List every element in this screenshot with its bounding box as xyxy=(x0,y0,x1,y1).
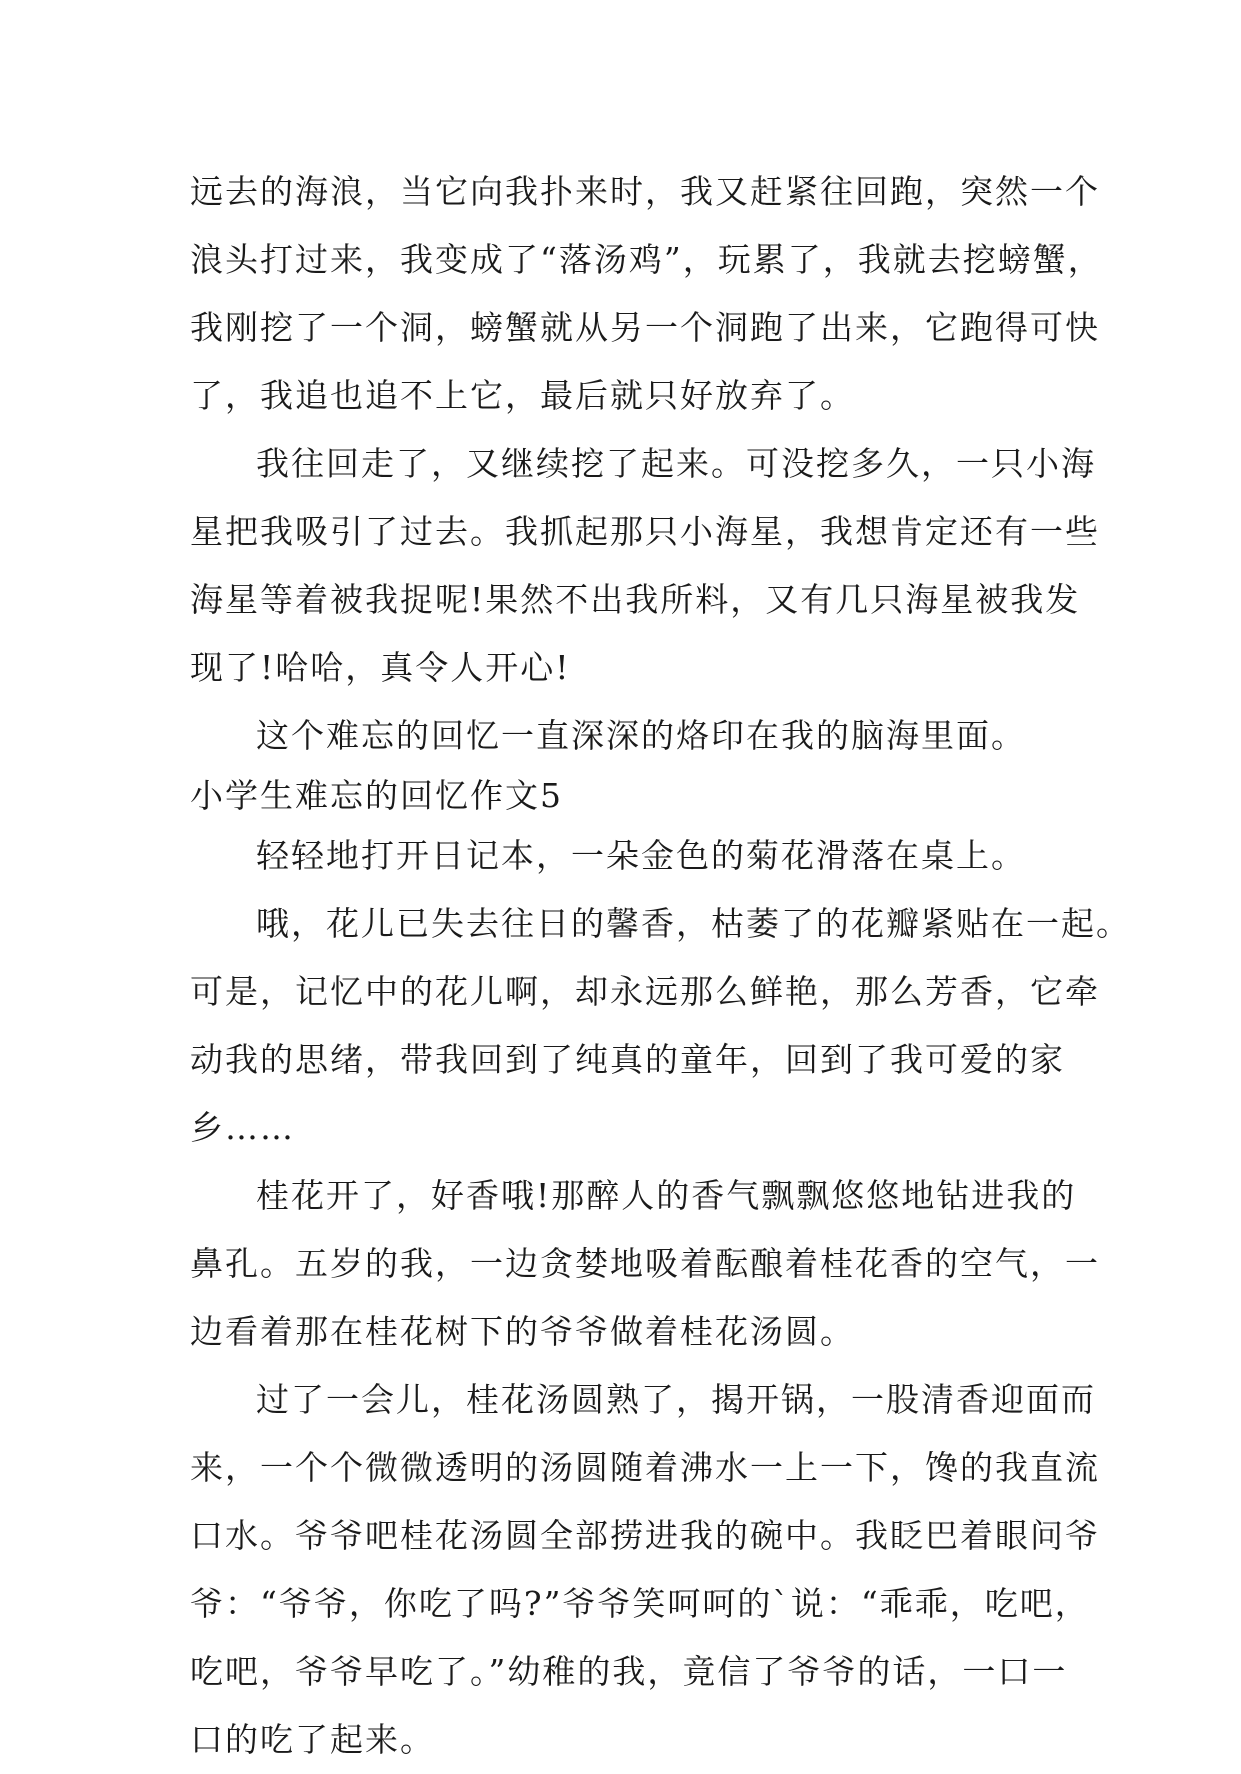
text-line: 鼻孔。五岁的我，一边贪婪地吸着酝酿着桂花香的空气，一 xyxy=(190,1244,1100,1283)
paragraph-start-line: 这个难忘的回忆一直深深的烙印在我的脑海里面。 xyxy=(256,716,1026,755)
text-line: 动我的思绪，带我回到了纯真的童年，回到了我可爱的家 xyxy=(190,1040,1065,1079)
paragraph-start-line: 过了一会儿，桂花汤圆熟了，揭开锅，一股清香迎面而 xyxy=(256,1380,1096,1419)
text-line: 星把我吸引了过去。我抓起那只小海星，我想肯定还有一些 xyxy=(190,512,1100,551)
text-line: 可是，记忆中的花儿啊，却永远那么鲜艳，那么芳香，它牵 xyxy=(190,972,1100,1011)
text-line: 了，我追也追不上它，最后就只好放弃了。 xyxy=(190,376,855,415)
text-line: 来，一个个微微透明的汤圆随着沸水一上一下，馋的我直流 xyxy=(190,1448,1100,1487)
text-line: 海星等着被我捉呢!果然不出我所料，又有几只海星被我发 xyxy=(190,580,1081,619)
text-line: 吃吧，爷爷早吃了。”幼稚的我，竟信了爷爷的话，一口一 xyxy=(190,1652,1068,1691)
paragraph-start-line: 桂花开了，好香哦!那醉人的香气飘飘悠悠地钻进我的 xyxy=(256,1176,1077,1215)
text-line: 乡…… xyxy=(190,1108,295,1147)
paragraph-start-line: 我往回走了，又继续挖了起来。可没挖多久，一只小海 xyxy=(256,444,1096,483)
text-line: 边看着那在桂花树下的爷爷做着桂花汤圆。 xyxy=(190,1312,855,1351)
text-line: 口水。爷爷吧桂花汤圆全部捞进我的碗中。我眨巴着眼问爷 xyxy=(190,1516,1100,1555)
text-line: 爷：“爷爷，你吃了吗?”爷爷笑呵呵的`说：“乖乖，吃吧， xyxy=(190,1584,1090,1623)
body-text xyxy=(190,158,1131,1774)
paragraph-start-line: 哦，花儿已失去往日的馨香，枯萎了的花瓣紧贴在一起。 xyxy=(256,904,1131,943)
text-line: 浪头打过来，我变成了“落汤鸡”，玩累了，我就去挖螃蟹， xyxy=(190,240,1103,279)
text-line: 远去的海浪，当它向我扑来时，我又赶紧往回跑，突然一个 xyxy=(190,172,1100,211)
text-line: 口的吃了起来。 xyxy=(190,1720,435,1759)
section-heading: 小学生难忘的回忆作文5 xyxy=(190,776,563,815)
text-line: 现了!哈哈，真令人开心! xyxy=(190,648,571,687)
text-line: 我刚挖了一个洞，螃蟹就从另一个洞跑了出来，它跑得可快 xyxy=(190,308,1100,347)
paragraph-start-line: 轻轻地打开日记本，一朵金色的菊花滑落在桌上。 xyxy=(256,836,1026,875)
